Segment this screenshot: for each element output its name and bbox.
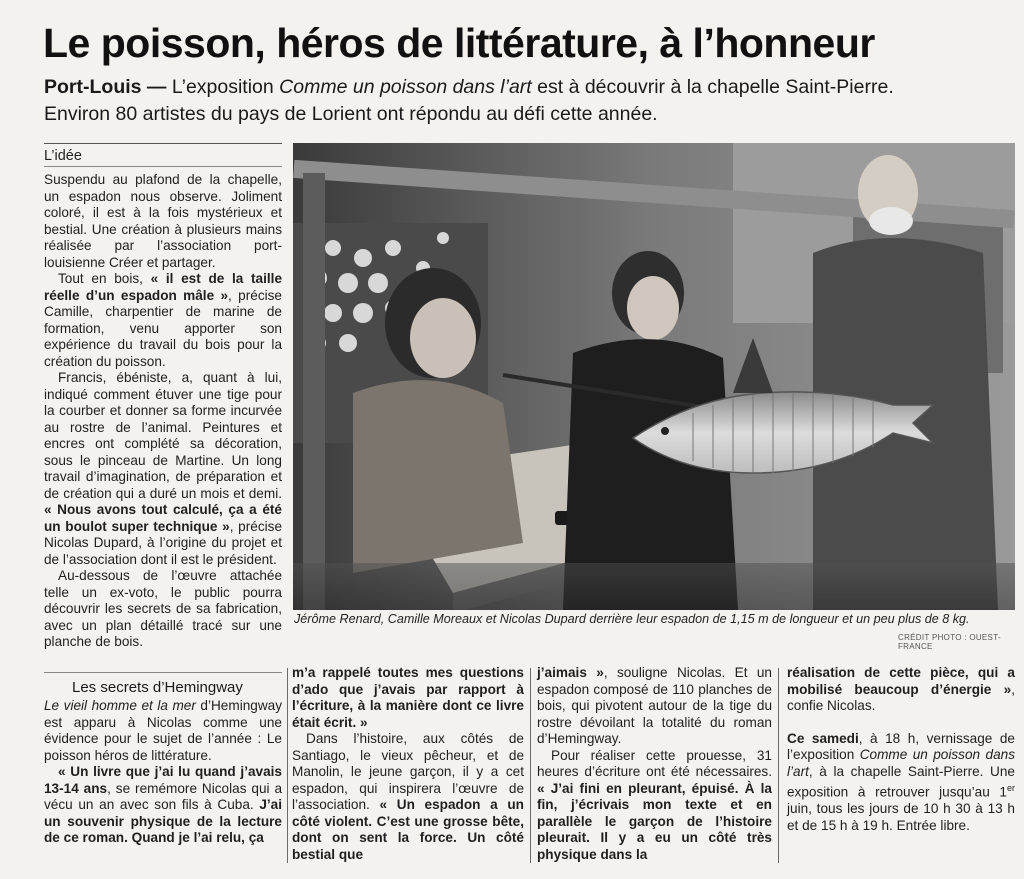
text: d’Hemingway est apparu à Nicolas comme une évidence pour le sujet de l’année : Le poisson héros de littérature. bbox=[44, 698, 283, 763]
text: , se remémore Nicolas qui a vécu un an avec son fils à Cuba. bbox=[44, 780, 283, 812]
quote: j’aimais » bbox=[537, 665, 604, 680]
quote: réalisation de cette pièce, qui a mobilisé beaucoup d’énergie » bbox=[787, 665, 1015, 697]
quote: m’a rappelé toutes mes questions d’ado que j’avais par rapport à l’écriture, à la manière dont ce livre était écrit. » bbox=[292, 665, 524, 730]
column-4-article bbox=[787, 665, 1015, 834]
lead-place: Port-Louis — bbox=[44, 76, 167, 98]
lead-in: Ce samedi bbox=[787, 730, 859, 746]
text: Tout en bois, bbox=[58, 271, 151, 286]
text: , confie Nicolas. bbox=[787, 681, 1015, 713]
section-rule-top bbox=[44, 143, 282, 144]
article-photo bbox=[293, 143, 1015, 610]
face-middle-person bbox=[627, 276, 679, 340]
swordfish-eye bbox=[661, 427, 669, 435]
paragraph bbox=[44, 764, 282, 847]
headline: Le poisson, héros de littérature, à l’honneur bbox=[43, 20, 875, 66]
photo-credit: CRÉDIT PHOTO : OUEST-FRANCE bbox=[898, 633, 1001, 651]
paragraph bbox=[787, 665, 1015, 715]
subheading-hemingway: Les secrets d’Hemingway bbox=[72, 679, 243, 696]
column-2-article bbox=[292, 665, 524, 863]
section-heading-idea: L’idée bbox=[44, 148, 82, 164]
lead-paragraph bbox=[44, 74, 1004, 128]
lead-line-2: Environ 80 artistes du pays de Lorient ont répondu au défi cette année. bbox=[44, 103, 658, 125]
column-divider bbox=[287, 668, 288, 863]
quote: « Nous avons tout calculé, ça a été un boulot super technique » bbox=[44, 502, 282, 534]
column-3-article bbox=[537, 665, 772, 863]
beard-right-person bbox=[869, 207, 913, 235]
column-1-article bbox=[44, 172, 282, 651]
text: Dans l’histoire, aux côtés de Santiago, le vieux pêcheur, et de Manolin, le jeune garçon, il y a cet espadon, qui inspirera l’œuvre de l’association. bbox=[292, 731, 524, 812]
paragraph bbox=[292, 665, 524, 731]
paragraph bbox=[44, 271, 282, 370]
column-divider bbox=[530, 668, 531, 863]
paragraph bbox=[44, 698, 282, 764]
face-left-person bbox=[410, 298, 476, 378]
quote: « il est de la taille réelle d’un espadon mâle » bbox=[44, 271, 283, 303]
subhead-rule bbox=[44, 672, 282, 673]
lead-text-2: est à découvrir à la chapelle Saint-Pierre. bbox=[531, 76, 894, 98]
quote: « Un livre que j’ai lu quand j’avais 13-14 ans bbox=[44, 764, 282, 796]
superscript: er bbox=[1006, 783, 1015, 793]
text: , souligne Nicolas. Et un espadon composé de 110 planches de bois, qui pivotent autour de la tige du rostre dévoilant la totalité du roman d’Hemingway. bbox=[537, 665, 772, 746]
sweater-left-person bbox=[353, 380, 523, 573]
text: juin, tous les jours de 10 h 30 à 13 h et de 15 h à 19 h. Entrée libre. bbox=[787, 801, 1015, 833]
quote: J’ai un souvenir physique de la lecture de ce roman. Quand je l’ai relu, ça bbox=[44, 797, 282, 845]
paragraph bbox=[537, 665, 772, 748]
photo-caption: Jérôme Renard, Camille Moreaux et Nicolas Dupard derrière leur espadon de 1,15 m de longueur et un peu plus de 8 kg. bbox=[294, 612, 970, 626]
text: , précise Nicolas Dupard, à l’origine du projet et de l’association dont il est le président. bbox=[44, 518, 282, 567]
lead-text-1: L’exposition bbox=[166, 76, 280, 98]
paragraph: Au-dessous de l’œuvre attachée telle un ex-voto, le public pourra découvrir les secrets de sa fabrication, avec un plan détaillé tracé sur une planche de bois. bbox=[44, 568, 282, 649]
frame-post-left bbox=[303, 173, 325, 610]
quote: « Un espadon a un côté violent. C’est une grosse bête, dont on sent la force. Un côté bestial que bbox=[292, 797, 524, 862]
text: , à la chapelle Saint-Pierre. Une exposition à retrouver jusqu’au 1 bbox=[787, 763, 1015, 800]
exhibition-title: Comme un poisson dans l’art bbox=[787, 747, 1016, 779]
text: Pour réaliser cette prouesse, 31 heures d’écriture ont été nécessaires. bbox=[537, 747, 772, 779]
paragraph bbox=[44, 370, 282, 568]
column-divider bbox=[778, 668, 779, 863]
text: , à 18 h, vernissage de l’exposition bbox=[787, 730, 1015, 762]
paragraph: Suspendu au plafond de la chapelle, un espadon nous observe. Joliment coloré, il est à la fois mystérieux et bestial. Une création à plusieurs mains réalisée par l’association port-louisienne Créer et partager. bbox=[44, 172, 282, 270]
photo-floor-shadow bbox=[293, 563, 1015, 610]
book-title: Le vieil homme et la mer bbox=[44, 698, 196, 713]
paragraph bbox=[292, 731, 524, 863]
column-1b-article bbox=[44, 698, 282, 847]
paragraph bbox=[537, 748, 772, 864]
lead-exhibition-title: Comme un poisson dans l’art bbox=[279, 76, 532, 98]
text: Francis, ébéniste, a, quant à lui, indiqué comment étuver une tige pour la courber et donner sa forme incurvée au rostre de l’animal. Peintures et encres ont complété sa décoration, sous le pinceau de Martine. Un long travail d’imagination, de préparation et de création qui a duré un mois et demi. bbox=[44, 370, 282, 501]
text: , précise Camille, charpentier de marine de formation, venu apporter son expérience du travail du bois pour la création du poisson. bbox=[44, 287, 282, 369]
paragraph bbox=[787, 731, 1015, 835]
section-rule-bottom bbox=[44, 166, 282, 167]
quote: « J’ai fini en pleurant, épuisé. À la fin, j’écrivais mon texte et en parallèle le garçon de l’histoire pleurait. Il y a eu un côté très physique dans la bbox=[537, 780, 772, 862]
